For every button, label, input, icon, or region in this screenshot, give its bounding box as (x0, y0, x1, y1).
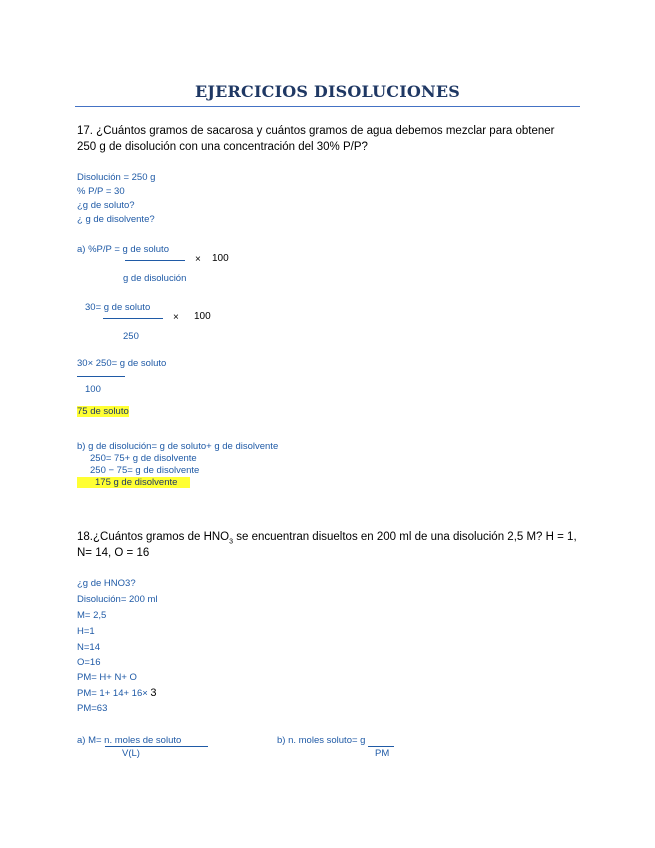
q18-pm-formula: PM= H+ N+ O (77, 672, 137, 683)
q17-a2-times: × (173, 312, 179, 323)
q18-b-formula-numerator: b) n. moles soluto= g (277, 735, 366, 746)
q17-data-pp: % P/P = 30 (77, 186, 125, 197)
q18-data-o: O=16 (77, 657, 101, 668)
q17-data-solute: ¿g de soluto? (77, 200, 135, 211)
q18-data-solution: Disolución= 200 ml (77, 594, 158, 605)
q17-a-hundred: 100 (212, 253, 229, 264)
q17-a3-denominator: 100 (85, 384, 101, 395)
q18-statement-line2: N= 14, O = 16 (77, 547, 150, 559)
q17-a2-denominator: 250 (123, 331, 139, 342)
q18-data-n: N=14 (77, 642, 100, 653)
q17-statement-line1: 17. ¿Cuántos gramos de sacarosa y cuántos gramos de agua debemos mezclar para obtener (77, 125, 555, 137)
q17-a-fraction-bar (125, 260, 185, 261)
q18-pm-substitution: PM= 1+ 14+ 16× 3 (77, 687, 157, 699)
q18-b-formula-denominator: PM (375, 748, 390, 759)
q17-data-solvent: ¿ g de disolvente? (77, 214, 155, 225)
q17-a-times: × (195, 254, 201, 265)
title-underline (75, 106, 580, 107)
q17-data-solution: Disolución = 250 g (77, 172, 156, 183)
q17-a-formula-denominator: g de disolución (123, 273, 187, 284)
q18-a-formula-numerator: a) M= n. moles de soluto (77, 735, 182, 746)
q17-a2-numerator: 30= g de soluto (85, 302, 151, 313)
q17-statement-line2: 250 g de disolución con una concentración del 30% P/P? (77, 141, 368, 153)
q18-data-hno3: ¿g de HNO3? (77, 578, 136, 589)
q17-a2-fraction-bar (103, 318, 163, 319)
q18-statement-line1: 18.¿Cuántos gramos de $HNO_3$ se encuentran disueltos en 200 ml de una disolución 2,5 M? H = 1, (77, 531, 577, 546)
q17-a-result: 75 de soluto (77, 406, 129, 417)
q17-b-result: 175 g de disolvente (77, 477, 190, 488)
q18-a-formula-denominator: V(L) (122, 748, 140, 759)
q17-a3-fraction-bar (77, 376, 125, 377)
q17-a2-hundred: 100 (194, 311, 211, 322)
q18-a-fraction-bar (105, 746, 208, 747)
q17-a3-numerator: 30× 250= g de soluto (77, 358, 167, 369)
q17-a-formula-numerator: a) %P/P = g de soluto (77, 244, 169, 255)
q18-data-h: H=1 (77, 626, 95, 637)
q17-b-line3: 250 − 75= g de disolvente (90, 465, 200, 476)
q18-pm-result: PM=63 (77, 703, 108, 714)
page-title: EJERCICIOS DISOLUCIONES (194, 82, 461, 101)
q18-data-molarity: M= 2,5 (77, 610, 107, 621)
q17-b-line1: b) g de disolución= g de soluto+ g de disolvente (77, 441, 279, 452)
q17-b-line2: 250= 75+ g de disolvente (90, 453, 197, 464)
q18-b-fraction-bar (368, 746, 394, 747)
